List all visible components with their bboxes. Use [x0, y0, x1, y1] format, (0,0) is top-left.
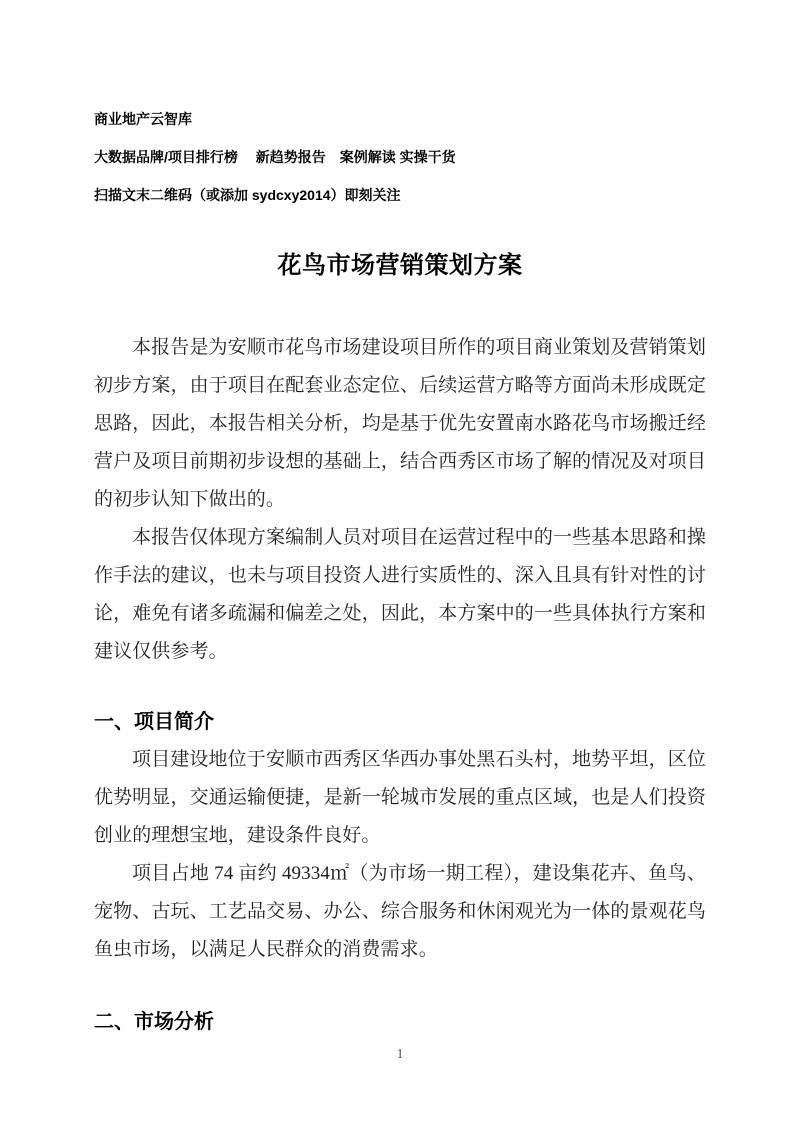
- document-title: 花鸟市场营销策划方案: [277, 252, 523, 279]
- header-subscribe-note: 扫描文末二维码（或添加 sydcxy2014）即刻关注: [94, 187, 401, 203]
- intro-paragraph-2: 本报告仅体现方案编制人员对项目在运营过程中的一些基本思路和操作手法的建议，也未与项目投资人进行实质性的、深入且具有针对性的讨论，难免有诸多疏漏和偏差之处，因此，本方案中的一些具体执行方案和建议仅供参考。: [94, 527, 706, 662]
- header-brand: 商业地产云智库: [94, 111, 192, 127]
- section-heading-project-overview: 一、项目简介: [94, 711, 214, 733]
- section-heading-market-analysis: 二、市场分析: [94, 1011, 214, 1033]
- project-overview-paragraph-2: 项目占地 74 亩约 49334㎡（为市场一期工程），建设集花卉、鱼鸟、宠物、古玩、工艺品交易、办公、综合服务和休闲观光为一体的景观花鸟鱼虫市场，以满足人民群众的消费需求。: [94, 863, 706, 960]
- page-number: 1: [396, 1047, 404, 1062]
- project-overview-paragraph-1: 项目建设地位于安顺市西秀区华西办事处黑石头村，地势平坦，区位优势明显，交通运输便捷，是新一轮城市发展的重点区域，也是人们投资创业的理想宝地，建设条件良好。: [94, 749, 706, 846]
- intro-paragraph-1: 本报告是为安顺市花鸟市场建设项目所作的项目商业策划及营销策划初步方案，由于项目在配套业态定位、后续运营方略等方面尚未形成既定思路，因此，本报告相关分析，均是基于优先安置南水路花鸟市场搬迁经营户及项目前期初步设想的基础上，结合西秀区市场了解的情况及对项目的初步认知下做出的。: [94, 337, 706, 510]
- header-tagline: 大数据品牌/项目排行榜 新趋势报告 案例解读 实操干货: [94, 149, 456, 165]
